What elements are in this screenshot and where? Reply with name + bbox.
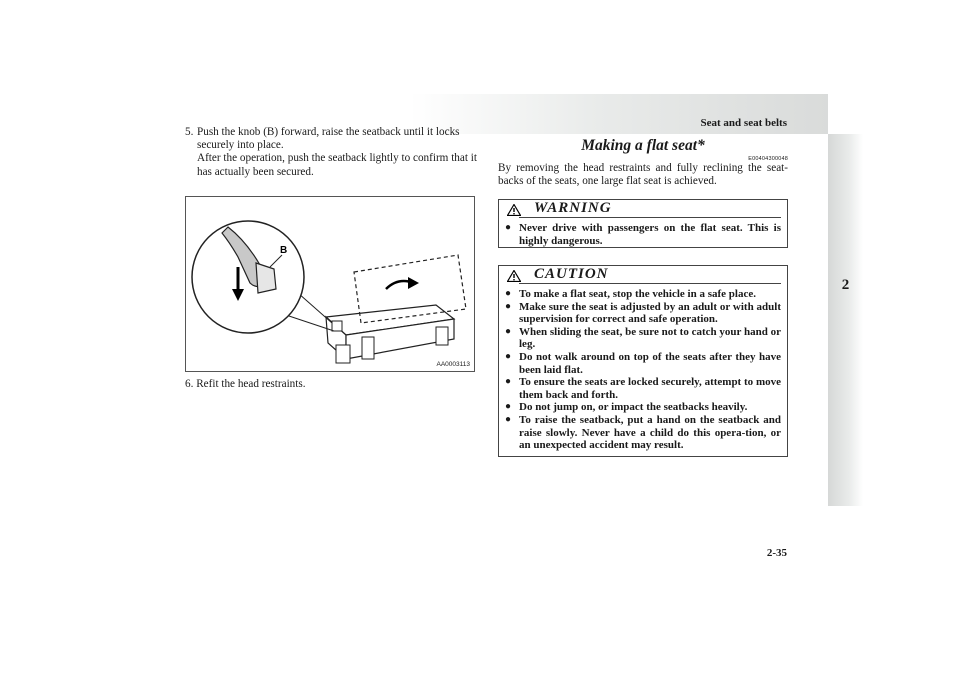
- section-title: Seat and seat belts: [700, 117, 787, 129]
- seat-knob-illustration: [186, 197, 474, 371]
- reference-code: E00404300048: [748, 156, 788, 162]
- caution-box: [498, 265, 788, 457]
- warning-item: ● Never drive with passengers on the flat seat. This is highly dangerous.: [505, 222, 781, 247]
- step-5-line1: Push the knob (B) forward, raise the seatback until it locks: [197, 126, 460, 138]
- chapter-number: 2: [841, 277, 850, 293]
- caution-label: CAUTION: [534, 266, 609, 282]
- step-6: 6. Refit the head restraints.: [185, 378, 306, 390]
- label-b: B: [280, 245, 288, 256]
- step-5-number: 5.: [185, 126, 194, 138]
- page-number: 2-35: [766, 547, 787, 559]
- caution-item: ● To raise the seatback, put a hand on the seatback and raise slowly. Never have a child do this opera-tion, or an unexpected accident may result.: [505, 413, 781, 452]
- warning-triangle-icon: [507, 204, 521, 216]
- chapter-tab: [828, 134, 863, 506]
- left-column: [185, 126, 477, 179]
- step-5-line3: After the operation, push the seatback lightly to confirm that it has actually been secured.: [197, 152, 477, 178]
- intro-paragraph: By removing the head restraints and fully reclining the seat-backs of the seats, one large flat seat is achieved.: [498, 162, 788, 188]
- section-heading: Making a flat seat*: [581, 137, 705, 154]
- caution-item: ● To make a flat seat, stop the vehicle in a safe place.: [505, 288, 756, 300]
- caution-triangle-icon: [507, 270, 521, 282]
- warning-box: [498, 199, 788, 248]
- step-5: [185, 126, 477, 179]
- warning-label: WARNING: [534, 200, 612, 216]
- caution-item: ● Do not walk around on top of the seats after they have been laid flat.: [505, 350, 781, 376]
- caution-item: ● When sliding the seat, be sure not to catch your hand or leg.: [505, 325, 781, 351]
- caution-item: ● Make sure the seat is adjusted by an adult or with adult supervision for correct and safe operation.: [505, 300, 781, 326]
- right-column: [498, 137, 788, 188]
- step-5-line2: securely into place.: [197, 139, 284, 152]
- seat-illustration: [185, 196, 475, 372]
- caution-item: ● To ensure the seats are locked securely, attempt to move them back and forth.: [505, 376, 781, 401]
- caution-item: ● Do not jump on, or impact the seatbacks heavily.: [505, 401, 748, 414]
- figure-code: AA0003113: [436, 361, 470, 368]
